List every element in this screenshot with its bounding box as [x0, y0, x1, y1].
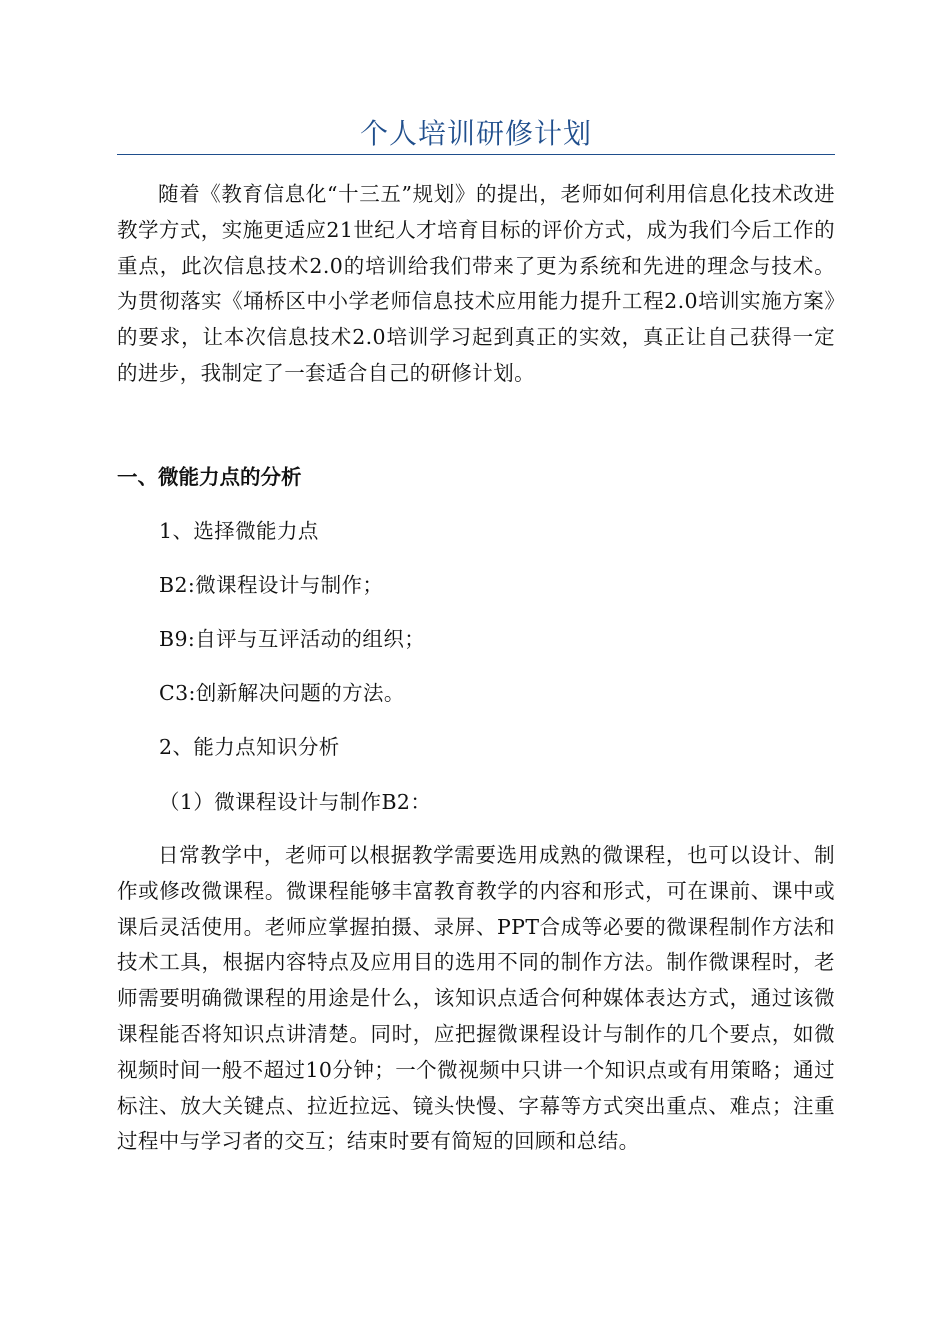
section-heading-1: 一、微能力点的分析 [117, 465, 302, 489]
subheading-b2-design: （1）微课程设计与制作B2： [159, 790, 432, 814]
list-item-c3: C3:创新解决问题的方法。 [159, 681, 405, 705]
list-item-b9: B9:自评与互评活动的组织； [159, 627, 426, 651]
subheading-select-points: 1、选择微能力点 [159, 519, 319, 543]
intro-paragraph: 随着《教育信息化“十三五”规划》的提出，老师如何利用信息化技术改进教学方式，实施更适应21世纪人才培育目标的评价方式，成为我们今后工作的重点，此次信息技术2.0的培训给我们带来了更为系统和先进的理念与技术。为贯彻落实《埇桥区中小学老师信息技术应用能力提升工程2.0培训实施方案》的要求，让本次信息技术2.0培训学习起到真正的实效，真正让自己获得一定的进步，我制定了一套适合自己的研修计划。 [117, 182, 835, 385]
subheading-knowledge-analysis: 2、能力点知识分析 [159, 735, 340, 759]
list-item-b2: B2:微课程设计与制作； [159, 573, 384, 597]
b2-body-paragraph: 日常教学中，老师可以根据教学需要选用成熟的微课程，也可以设计、制作或修改微课程。微课程能够丰富教育教学的内容和形式，可在课前、课中或课后灵活使用。老师应掌握拍摄、录屏、PPT合成等必要的微课程制作方法和技术工具，根据内容特点及应用目的选用不同的制作方法。制作微课程时，老师需要明确微课程的用途是什么，该知识点适合何种媒体表达方式，通过该微课程能否将知识点讲清楚。同时，应把握微课程设计与制作的几个要点，如微视频时间一般不超过10分钟；一个微视频中只讲一个知识点或有用策略；通过标注、放大关键点、拉近拉远、镜头快慢、字幕等方式突出重点、难点；注重过程中与学习者的交互；结束时要有简短的回顾和总结。 [117, 843, 835, 1154]
title-underline [117, 154, 835, 155]
document-title: 个人培训研修计划 [359, 117, 592, 150]
